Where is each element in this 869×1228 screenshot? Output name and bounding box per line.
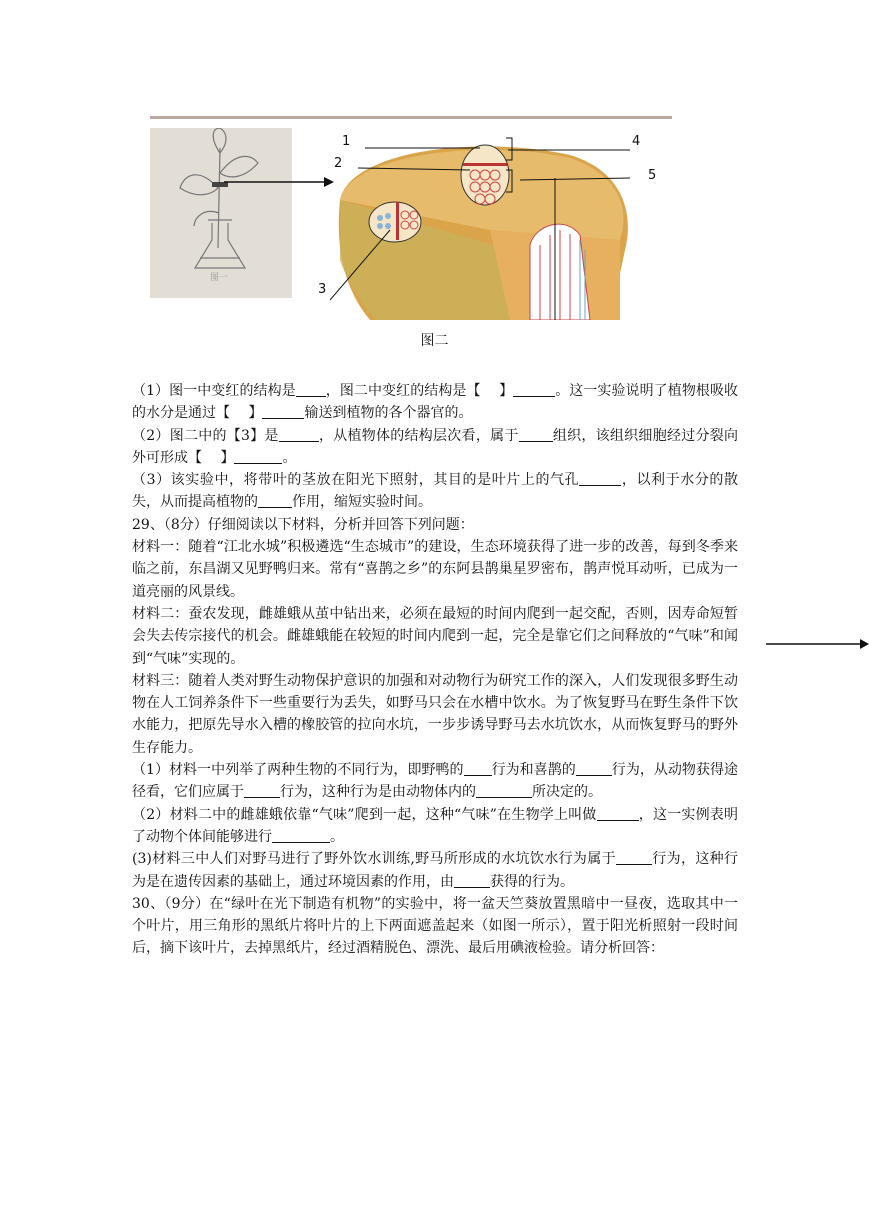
label-3: 3 [318, 282, 327, 297]
label-5: 5 [648, 168, 657, 183]
figure-one-label: 图一 [210, 273, 229, 283]
connector-arrow [224, 176, 334, 188]
q30-text: 30、（9分）在“绿叶在光下制造有机物”的实验中，将一盆天竺葵放置黑暗中一昼夜，选取其中一个叶片，用三角形的黑纸片将叶片的上下两面遮盖起来（如图一所示），置于阳光析照射一段时间后，摘下该叶片，去掉黑纸片，经过酒精脱色、漂洗、最后用碘液检验。请分析回答： [132, 895, 738, 957]
stem-cross-section-diagram [330, 130, 640, 320]
question-text-body [132, 380, 738, 960]
answer-blank[interactable] [234, 449, 282, 464]
answer-blank[interactable] [272, 828, 330, 843]
answer-blank[interactable] [597, 806, 639, 821]
q29-part3: (3)材料三中人们对野马进行了野外饮水训练,野马所形成的水坑饮水行为属于 行为，这种行为是在遗传因素的基础上，通过环境因素的作用，由 获得的行为。 [132, 851, 739, 890]
figure-one-plant-photo [150, 128, 292, 298]
margin-arrow [766, 638, 869, 650]
answer-blank[interactable] [296, 382, 326, 397]
plant-in-flask-illustration [150, 128, 292, 298]
q29-part2: （2）材料二中的雌雄蛾依靠“气味”爬到一起，这种“气味”在生物学上叫做 ，这一实例表明了动物个体间能够进行 。 [132, 806, 739, 845]
label-2: 2 [334, 156, 343, 171]
q28-part3: （3）该实验中，将带叶的茎放在阳光下照射，其目的是叶片上的气孔 ，以利于水分的散失，从而提高植物的 作用，缩短实验时间。 [132, 472, 739, 511]
answer-blank[interactable] [519, 427, 553, 442]
q29-part1: （1）材料一中列举了两种生物的不同行为，即野鸭的 行为和喜鹊的 行为，从动物获得途径看，它们应属于 行为，这种行为是由动物体内的 所决定的。 [132, 762, 739, 801]
answer-blank[interactable] [476, 783, 532, 798]
q28-part1: （1）图一中变红的结构是 ，图二中变红的结构是【 】 。这一实验说明了植物根吸收的水分是通过【 】 输送到植物的各个器官的。 [132, 383, 739, 422]
answer-blank[interactable] [579, 471, 621, 486]
figure-caption: 图二 [420, 333, 449, 349]
q29-material2: 材料二：蚕农发现，雌雄蛾从茧中钻出来，必须在最短的时间内爬到一起交配，否则，因寿命短暂会失去传宗接代的机会。雌雄蛾能在较短的时间内爬到一起，完全是靠它们之间释放的“气味”和闻到“气味”实现的。 [132, 605, 738, 667]
answer-blank[interactable] [244, 783, 280, 798]
answer-blank[interactable] [279, 427, 319, 442]
label-1: 1 [342, 134, 351, 149]
q28-part2: （2）图二中的【3】是 ，从植物体的结构层次看，属于 组织，该组织细胞经过分裂向外可形成【 】 。 [132, 427, 738, 466]
q29-heading: 29、（8分）仔细阅读以下材料，分析并回答下列问题： [132, 516, 474, 533]
answer-blank[interactable] [576, 761, 612, 776]
answer-blank[interactable] [616, 850, 652, 865]
answer-blank[interactable] [258, 493, 292, 508]
figure-top-rule [150, 116, 672, 119]
answer-blank[interactable] [454, 873, 490, 888]
answer-blank[interactable] [262, 404, 304, 419]
label-4: 4 [632, 134, 641, 149]
answer-blank[interactable] [513, 382, 555, 397]
q29-material3: 材料三：随着人类对野生动物保护意识的加强和对动物行为研究工作的深入，人们发现很多野生动物在人工饲养条件下一些重要行为丢失，如野马只会在水槽中饮水。为了恢复野马在野生条件下饮水能力，把原先导水入槽的橡胶管的拉向水坑，一步步诱导野马去水坑饮水，从而恢复野马的野外生存能力。 [132, 672, 738, 756]
stem-section-illustration [330, 130, 640, 320]
q29-material1: 材料一：随着“江北水城”积极遴选“生态城市”的建设，生态环境获得了进一步的改善，每到冬季来临之前，东昌湖又见野鸭归来。常有“喜鹊之乡”的东阿县鹊巢星罗密布，鹊声悦耳动听，已成为一道亮丽的风景线。 [132, 539, 738, 600]
answer-blank[interactable] [464, 761, 492, 776]
